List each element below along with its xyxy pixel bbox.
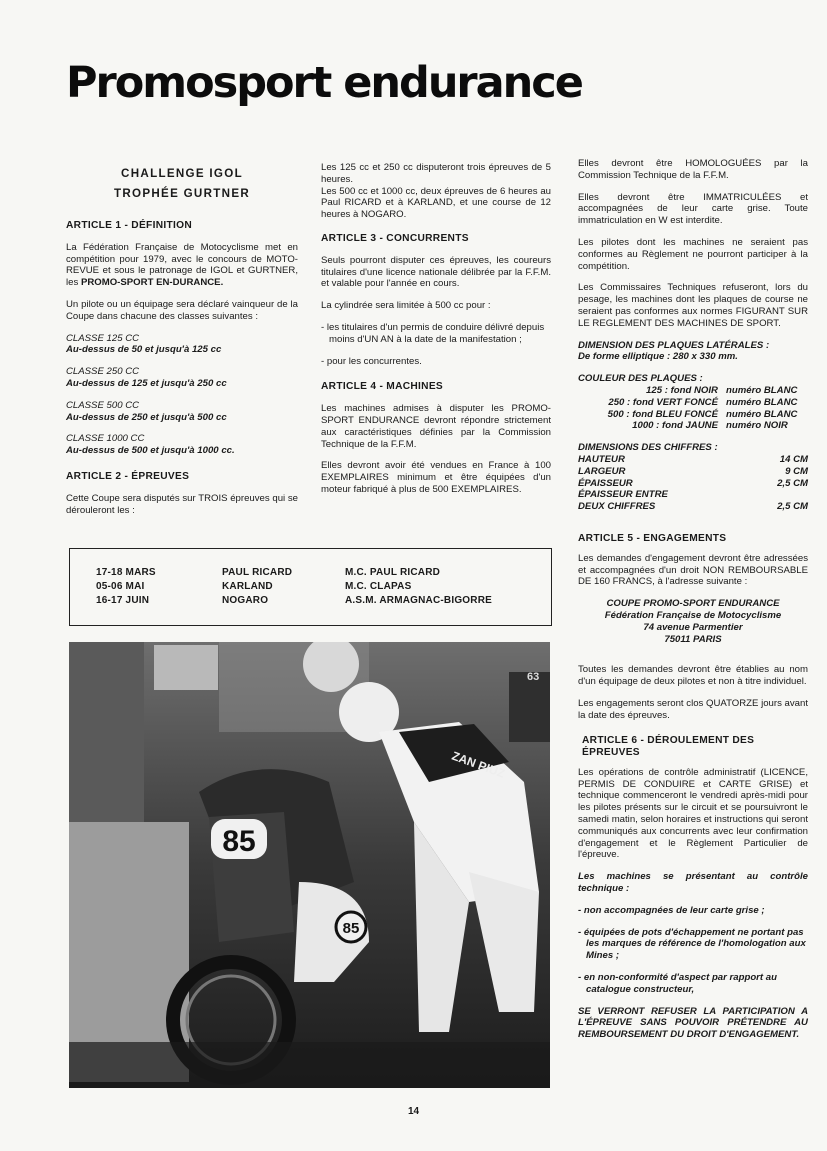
plate-number-color: numéro BLANC [726,396,798,408]
schedule-circuit: KARLAND [222,581,273,592]
article-2-paragraph: Cette Coupe sera disputés sur TROIS épreuves qui se dérouleront les : [66,492,298,516]
plate-class: 125 : fond NOIR [646,384,718,396]
plate-number-color: numéro NOIR [726,420,788,432]
column-left [66,162,298,526]
class-desc: Au-dessus de 500 et jusqu'à 1000 cc. [66,445,235,457]
digit-dimension-label: ÉPAISSEUR ENTRE [578,489,668,501]
article-5-paragraph-3: Les engagements seront clos QUATORZE jours avant la date des épreuves. [578,697,809,721]
page-title: Promosport endurance [66,58,582,108]
article-6-item: - équipées de pots d'échappement ne portant pas les marques de référence de l'homologation aux Mines ; [578,926,806,962]
address-line: COUPE PROMO-SPORT ENDURANCE [606,598,780,610]
pit-number: 63 [527,671,540,683]
class-name: CLASSE 500 CC [66,399,140,411]
fairing-number: 85 [342,920,360,937]
photo-illustration [69,642,550,1088]
plate-colors-title: COULEUR DES PLAQUES : [578,373,703,385]
article-6-item: - non accompagnées de leur carte grise ; [578,904,765,916]
class-item [66,433,298,457]
article-5-paragraph-1: Les demandes d'engagement devront être adressées et accompagnées d'un droit NON REMBOURSABLE DE 160 FRANCS, à l'adresse suivante : [578,552,808,588]
article-5-paragraph-2: Toutes les demandes devront être établies au nom d'un équipage de deux pilotes et non à titre individuel. [578,664,808,687]
article-1-title: ARTICLE 1 - DÉFINITION [66,220,193,231]
column-middle [321,162,551,506]
plate-dimension-title: DIMENSION DES PLAQUES LATÉRALES : [578,339,770,351]
class-name: CLASSE 1000 CC [66,433,145,445]
article-6-paragraph-3: SE VERRONT REFUSER LA PARTICIPATION A L'ÉPREUVE SANS POUVOIR PRÉTENDRE AU REMBOURSEMENT DU DROIT D'ENGAGEMENT. [578,1005,808,1041]
article-6-paragraph-1: Les opérations de contrôle administratif (LICENCE, PERMIS DE CONDUIRE et CARTE GRISE) et technique commenceront le vendredi après-midi pour les pilotes présents sur le circuit et se poursuivront le samedi matin, selon horaires et instructions qui seront communiqués aux concurrents avec leur confirmation d'engagement et le Règlement Particulier de l'épreuve. [578,766,808,861]
address-line: 74 avenue Parmentier [643,622,743,634]
schedule-date: 17-18 MARS [96,567,156,578]
digit-dimension-value: 14 CM [779,453,808,465]
article-5-title: ARTICLE 5 - ENGAGEMENTS [578,532,727,544]
schedule-date: 16-17 JUIN [96,595,150,606]
digit-dimension-value: 2,5 CM [777,501,808,513]
digit-dimension-label: DEUX CHIFFRES [578,501,656,513]
digit-dimension-row [578,466,808,478]
class-item [66,400,298,424]
challenge-heading: CHALLENGE IGOL [121,167,243,180]
plate-color-row [578,409,808,421]
col3-paragraph-1: Elles devront être HOMOLOGUÉES par la Commission Technique de la F.F.M. [578,158,808,181]
article-3-item: - pour les concurrentes. [321,355,422,367]
plate-number-color: numéro BLANC [726,408,798,420]
schedule-club: A.S.M. ARMAGNAC-BIGORRE [345,595,493,606]
article-1-text: La Fédération Française de Motocyclisme met en compétition pour 1979, avec le concours de MOTO-REVUE et sous le patronage de IGOL et GURTNER, les [66,241,298,289]
class-desc: Au-dessus de 250 et jusqu'à 500 cc [66,411,227,423]
address-line: Fédération Française de Motocyclisme [604,610,782,622]
digit-dimension-value: 9 CM [785,465,808,477]
digit-dimension-label: LARGEUR [578,465,626,477]
class-name: CLASSE 250 CC [66,366,140,378]
races-paragraph-1: Les 125 cc et 250 cc disputeront trois épreuves de 5 heures. [321,162,551,185]
article-2-title: ARTICLE 2 - ÉPREUVES [66,470,190,482]
page-number: 14 [407,1106,420,1117]
ground-shadow [69,1042,550,1088]
trophee-heading: TROPHÉE GURTNER [113,187,251,200]
col3-paragraph-3: Les pilotes dont les machines ne seraient pas conformes au Règlement ne pourront participer à la compétition. [578,236,808,272]
schedule-row [96,595,492,606]
schedule-circuit: PAUL RICARD [222,567,293,578]
schedule-date: 05-06 MAI [96,581,145,592]
col3-paragraph-4: Les Commissaires Techniques refuseront, lors du pesage, les machines dont les plaques de course ne seraient pas conformes aux normes FIGURANT SUR LE REGLEMENT DES MACHINES DE SPORT. [578,282,808,329]
schedule-row [96,581,411,592]
plate-dimension-form: De forme elliptique : 280 x 330 mm. [578,351,738,363]
class-desc: Au-dessus de 50 et jusqu'à 125 cc [66,344,222,356]
article-3-paragraph-1: Seuls pourront disputer ces épreuves, les coureurs titulaires d'une licence nationale délibrée par la F.F.M. et valable pour l'année en cours. [321,254,551,290]
digit-dimension-row [578,454,808,466]
schedule-row [96,567,440,578]
address-block [578,598,808,646]
pit-sign [154,645,218,690]
article-3-paragraph-2: La cylindrée sera limitée à 500 cc pour : [321,300,491,312]
plate-color-row [578,385,808,397]
article-1-paragraph-2: Un pilote ou un équipage sera déclaré vainqueur de la Coupe dans chacune des classes suivantes : [66,298,298,322]
bike-number: 85 [222,825,256,858]
article-6-paragraph-2: Les machines se présentant au contrôle technique : [578,871,808,895]
plate-color-row [578,397,808,409]
article-4-title: ARTICLE 4 - MACHINES [321,381,444,393]
digits-title: DIMENSIONS DES CHIFFRES : [578,442,718,454]
schedule-club: M.C. CLAPAS [345,581,412,592]
plate-class: 1000 : fond JAUNE [632,420,718,432]
digit-dimension-row [578,501,808,513]
digit-dimension-row [578,489,808,501]
digit-dimension-value: 2,5 CM [777,477,808,489]
article-4-paragraph-1: Les machines admises à disputer les PROMO-SPORT ENDURANCE devront répondre strictement aux caractéristiques définies par la Commission Technique de la F.F.M. [321,403,551,450]
class-item [66,366,298,390]
rider-suit-text: ZAN PIUZ [449,748,507,781]
schedule-box [69,548,552,626]
article-6-item: - en non-conformité d'aspect par rapport au catalogue constructeur, [578,972,777,995]
article-4-paragraph-2: Elles devront avoir été vendues en France à 100 EXEMPLAIRES minimum et être équipées d'un moteur fabriqué à plus de 500 EXEMPLAIRES. [321,460,551,495]
article-1-bold-text: PROMO-SPORT EN-DURANCE. [80,277,224,289]
races-paragraph-2: Les 500 cc et 1000 cc, deux épreuves de 6 heures au Paul RICARD et à KARLAND, et une course de 12 heures à NOGARO. [321,185,551,221]
schedule-circuit: NOGARO [222,595,269,606]
plate-class: 250 : fond VERT FONCÉ [608,396,718,408]
plate-color-row [578,420,808,432]
pit-lane-photo [69,642,550,1088]
col3-paragraph-2: Elles devront être IMMATRICULÉES et accompagnées de leur carte grise. Toute immatriculation en W est interdite. [578,191,808,227]
class-name: CLASSE 125 CC [66,332,140,344]
address-line: 75011 PARIS [664,634,722,646]
plate-class: 500 : fond BLEU FONCÉ [607,408,718,420]
schedule-club: M.C. PAUL RICARD [345,567,441,578]
class-item [66,333,298,357]
digit-dimension-label: ÉPAISSEUR [578,477,633,489]
article-3-title: ARTICLE 3 - CONCURRENTS [321,232,469,244]
digit-dimension-label: HAUTEUR [578,453,625,465]
article-6-title: ARTICLE 6 - DÉROULEMENT DES ÉPREUVES [582,735,755,759]
column-right [578,158,808,1051]
plate-number-color: numéro BLANC [726,384,798,396]
digit-dimension-row [578,478,808,490]
article-3-item: - les titulaires d'un permis de conduire délivré depuis moins d'UN AN à la date de la manifestation ; [321,321,545,345]
article-1-paragraph [66,242,298,289]
class-desc: Au-dessus de 125 et jusqu'à 250 cc [66,377,227,389]
